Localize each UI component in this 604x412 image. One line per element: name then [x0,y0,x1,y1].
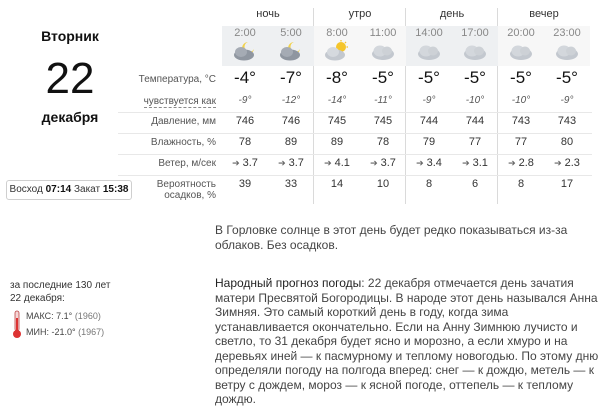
stats-min-value: -21.0° [51,327,76,337]
precip-label [118,179,216,201]
wind-direction-icon: ➔ [554,158,562,168]
pressure-value: 745 [327,115,347,127]
wind-direction-icon: ➔ [508,158,516,168]
precipitation-value: 6 [471,178,479,190]
precipitation-value: 14 [330,178,344,190]
hour-time: 20:00 [507,27,535,39]
precipitation-row [222,178,592,192]
sunset-time: 15:38 [102,184,129,195]
stats-min [26,327,104,337]
hourly-icons-band [222,26,592,66]
row-divider [118,154,592,155]
feels-like-value: -9° [422,95,436,106]
row-divider [118,175,592,176]
pressure-value: 743 [511,115,531,127]
temperature-value: -5° [418,68,440,87]
cloud-icon [507,40,535,62]
wind-direction-icon: ➔ [462,158,470,168]
humidity-row [222,136,592,150]
pressure-value: 745 [373,115,393,127]
wind-value: ➔ 4.1 [324,157,350,169]
stats-period: за последние 130 лет [10,280,111,291]
hour-time: 14:00 [415,27,443,39]
cloud-icon [553,40,581,62]
sun-cloud-icon [323,40,351,62]
hour-slot [222,26,268,66]
humidity-value: 89 [284,136,298,148]
cloud-icon [461,40,489,62]
wind-value: ➔ 2.8 [508,157,534,169]
pressure-value: 743 [557,115,577,127]
humidity-value: 79 [422,136,436,148]
row-divider [118,133,592,134]
feels-like-value: -11° [374,95,392,106]
period-morning: утро [348,8,372,20]
precip-label-line2: осадков, % [164,190,216,201]
humidity-value: 80 [560,136,574,148]
feels-like-label[interactable] [118,96,216,107]
hour-time: 8:00 [326,27,348,39]
historical-stats [10,279,210,305]
wind-row [222,157,592,171]
humidity-value: 78 [238,136,252,148]
wind-value: ➔ 3.1 [462,157,488,169]
hour-time: 23:00 [553,27,581,39]
cloud-icon [369,40,397,62]
folk-forecast-text: : 22 декабря отмечается день зачатия матери Пресвятой Богородицы. В народе этот день назывался Анна Зимняя. Это самый короткий день в году, когда зима устанавливается окончательно. Если на Анну Зимнюю лучисто и светло, то 31 декабря будет ясно и морозно, а если хмуро и на деревьях иней — к пасмурному и теплому новогодью. По этому дню определяли погоду на полгода вперед: снег — к дождю, метель — к ветру с дождем, мороз — к ясной погоде, оттепель — к теплому дождю. [215,276,599,406]
temperature-value: -5° [372,68,394,87]
feels-like-value: -9° [238,95,252,106]
thermometer-icon [12,310,22,340]
sunrise-label: Восход [9,184,43,195]
stats-max-label: МАКС: [26,311,54,321]
temperature-label: Температура, °C [138,74,216,85]
wind-value: ➔ 3.7 [370,157,396,169]
temperature-value: -5° [510,68,532,87]
precipitation-value: 39 [238,178,252,190]
humidity-value: 78 [376,136,390,148]
hour-slot [406,26,452,66]
stats-date: 22 декабря: [10,293,65,304]
hour-slot [360,26,406,66]
humidity-value: 89 [330,136,344,148]
temperature-value: -5° [464,68,486,87]
temperature-value: -7° [280,68,302,87]
humidity-value: 77 [514,136,528,148]
wind-direction-icon: ➔ [278,158,286,168]
feels-like-value: -9° [560,95,574,106]
sunset-label: Закат [73,184,101,195]
stats-min-year: (1967) [78,327,105,337]
feels-like-value: -10° [511,95,531,106]
stats-max [26,311,101,321]
wind-label: Ветер, м/сек [158,158,216,169]
folk-forecast-title: Народный прогноз погоды [215,276,362,290]
sunrise-sunset-box [6,180,132,200]
pressure-label: Давление, мм [151,116,216,127]
wind-value: ➔ 3.4 [416,157,442,169]
temperature-value: -4° [234,68,256,87]
row-divider [118,112,592,113]
feels-like-value: -14° [327,95,347,106]
period-evening: вечер [529,8,559,20]
feels-like-label-text[interactable]: чувствуется как [143,96,216,107]
cloud-icon [415,40,443,62]
feels-like-value: -12° [281,95,301,106]
stats-min-label: МИН: [26,327,49,337]
temperature-value: -5° [556,68,578,87]
hour-slot [498,26,544,66]
hour-time: 11:00 [369,27,397,39]
weekday: Вторник [41,28,99,44]
pressure-row [222,115,592,129]
stats-max-year: (1960) [74,311,101,321]
temperature-row [222,68,592,92]
moon-cloud-icon [231,40,259,62]
precipitation-value: 17 [560,178,574,190]
precipitation-value: 10 [376,178,390,190]
temperature-value: -8° [326,68,348,87]
precipitation-value: 8 [517,178,525,190]
period-day: день [439,8,465,20]
folk-forecast [215,276,600,407]
pressure-value: 746 [281,115,301,127]
hour-time: 5:00 [280,27,302,39]
wind-value: ➔ 3.7 [278,157,304,169]
period-night: ночь [256,8,280,20]
wind-direction-icon: ➔ [370,158,378,168]
stats-max-value: 7.1° [56,311,73,321]
hour-slot [452,26,498,66]
moon-cloud-icon [277,40,305,62]
pressure-value: 744 [465,115,485,127]
precipitation-value: 8 [425,178,433,190]
hour-slot [314,26,360,66]
hour-slot [268,26,314,66]
wind-value: ➔ 2.3 [554,157,580,169]
period-headers [222,8,592,26]
wind-value: ➔ 3.7 [232,157,258,169]
pressure-value: 746 [235,115,255,127]
month: декабря [41,109,99,125]
feels-like-row [222,95,592,109]
precip-label-line1: Вероятность [156,179,216,190]
sunrise-time: 07:14 [45,184,72,195]
hour-slot [544,26,590,66]
pressure-value: 744 [419,115,439,127]
hour-time: 2:00 [234,27,256,39]
hour-time: 17:00 [461,27,489,39]
feels-like-value: -10° [465,95,485,106]
wind-direction-icon: ➔ [324,158,332,168]
wind-direction-icon: ➔ [416,158,424,168]
humidity-value: 77 [468,136,482,148]
day-description: В Горловке солнце в этот день будет редко показываться из-за облаков. Без осадков. [215,223,568,252]
precipitation-value: 33 [284,178,298,190]
wind-direction-icon: ➔ [232,158,240,168]
humidity-label: Влажность, % [150,137,216,148]
day-number: 22 [45,54,95,103]
